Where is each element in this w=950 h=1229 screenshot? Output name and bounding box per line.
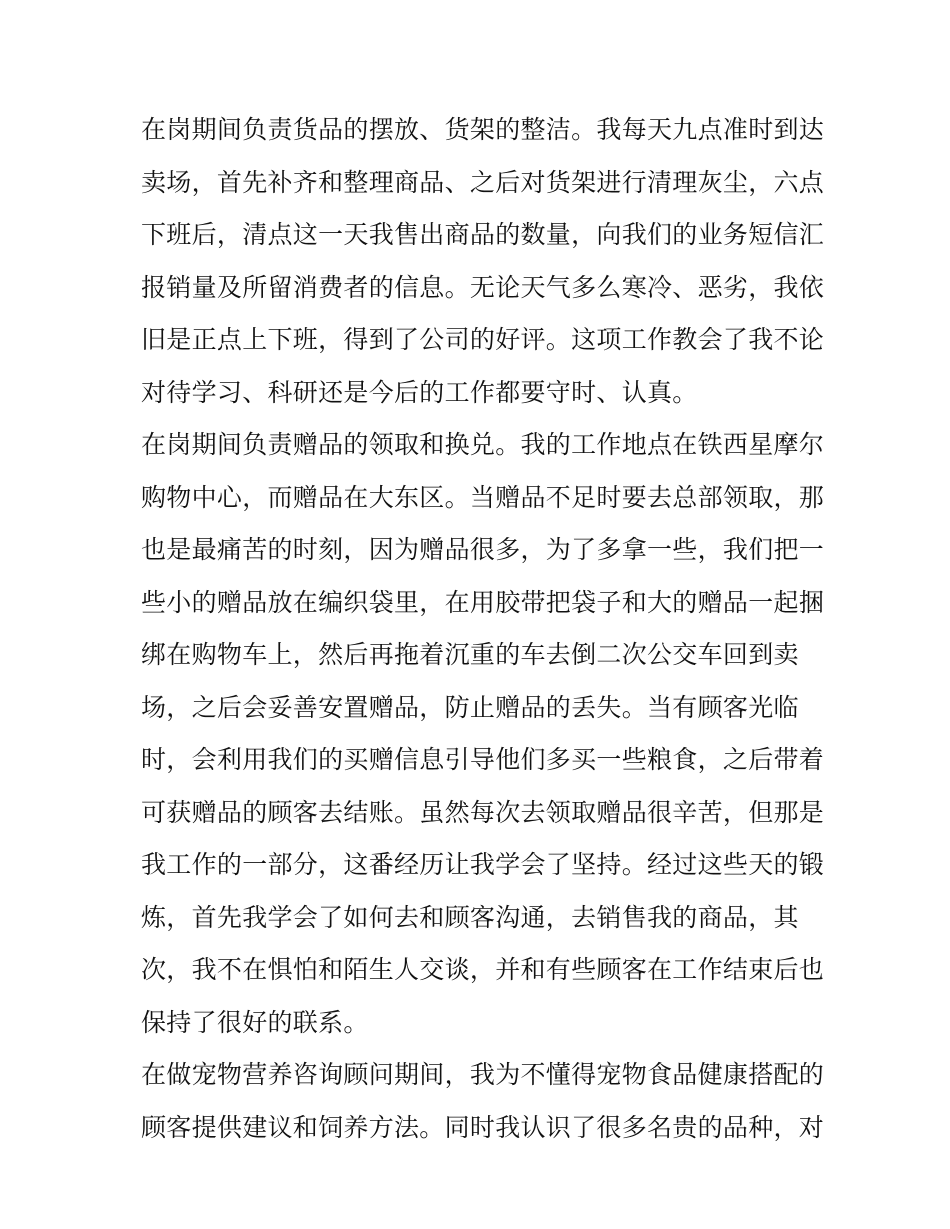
text-line: 购物中心，而赠品在大东区。当赠品不足时要去总部领取，那	[141, 482, 825, 512]
paragraph-3	[141, 1049, 825, 1154]
text-line: 我工作的一部分，这番经历让我学会了坚持。经过这些天的锻	[141, 850, 825, 879]
paragraph-1	[141, 104, 825, 419]
text-line: 旧是正点上下班，得到了公司的好评。这项工作教会了我不论	[141, 325, 825, 354]
text-line: 也是最痛苦的时刻，因为赠品很多，为了多拿一些，我们把一	[141, 535, 825, 564]
text-line: 时，会利用我们的买赠信息引导他们多买一些粮食，之后带着	[141, 745, 825, 774]
text-line: 在做宠物营养咨询顾问期间，我为不懂得宠物食品健康搭配的	[141, 1060, 825, 1089]
text-line: 顾客提供建议和饲养方法。同时我认识了很多名贵的品种，对	[141, 1112, 825, 1142]
text-line: 下班后，清点这一天我售出商品的数量，向我们的业务短信汇	[141, 220, 825, 249]
text-line: 次，我不在惧怕和陌生人交谈，并和有些顾客在工作结束后也	[141, 955, 825, 984]
text-line: 些小的赠品放在编织袋里，在用胶带把袋子和大的赠品一起捆	[141, 587, 825, 617]
document-body	[141, 104, 825, 1154]
text-line: 绑在购物车上，然后再拖着沉重的车去倒二次公交车回到卖	[141, 640, 799, 669]
text-line: 炼，首先我学会了如何去和顾客沟通，去销售我的商品，其	[141, 902, 799, 932]
paragraph-2	[141, 419, 825, 1049]
text-line: 场，之后会妥善安置赠品，防止赠品的丢失。当有顾客光临	[141, 692, 799, 722]
text-line: 在岗期间负责赠品的领取和换兑。我的工作地点在铁西星摩尔	[141, 430, 825, 459]
text-line: 对待学习、科研还是今后的工作都要守时、认真。	[141, 377, 698, 407]
text-line: 在岗期间负责货品的摆放、货架的整洁。我每天九点准时到达	[141, 115, 825, 144]
text-line: 卖场，首先补齐和整理商品、之后对货架进行清理灰尘，六点	[141, 167, 825, 197]
text-line: 保持了很好的联系。	[141, 1007, 369, 1037]
text-line: 可获赠品的顾客去结账。虽然每次去领取赠品很辛苦，但那是	[141, 797, 825, 827]
text-line: 报销量及所留消费者的信息。无论天气多么寒冷、恶劣，我依	[141, 272, 825, 302]
